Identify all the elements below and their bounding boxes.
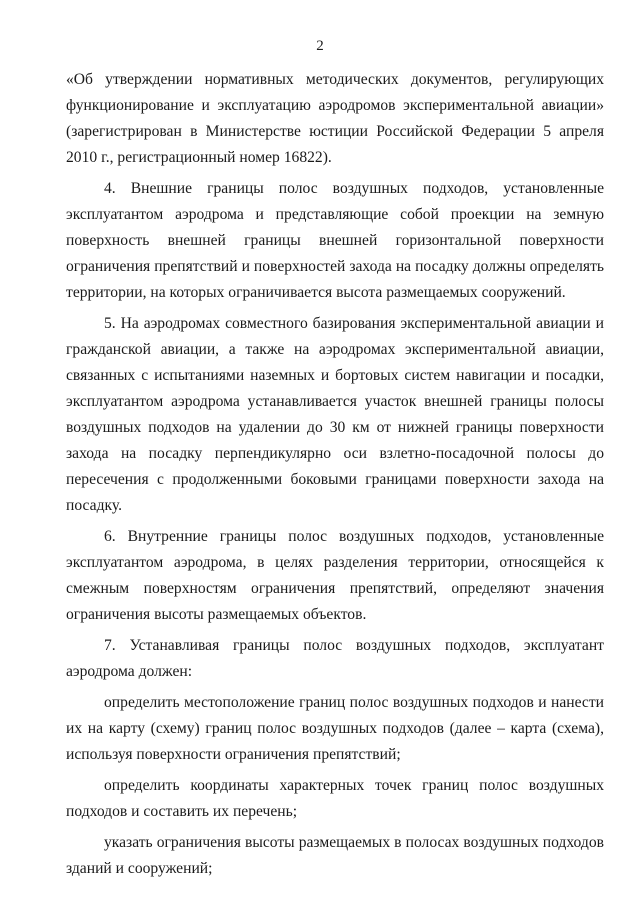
paragraph-7: 7. Устанавливая границы полос воздушных подходов, эксплуатант аэродрома должен: [66, 637, 604, 680]
paragraph-4: 4. Внешние границы полос воздушных подходов, установленные эксплуатантом аэродрома и представляющие собой проекции на земную поверхность внешней границы внешней горизонтальной поверхности ограничения препятствий и поверхностей захода на посадку должны определять территории, на которых ограничивается высота размещаемых сооружений. [66, 180, 604, 301]
paragraph-6: 6. Внутренние границы полос воздушных подходов, установленные эксплуатантом аэродрома, в целях разделения территории, относящейся к смежным поверхностям ограничения препятствий, определяют значения ограничения высоты размещаемых объектов. [66, 528, 604, 623]
page-number: 2 [316, 38, 324, 54]
paragraph-7-item-3: указать ограничения высоты размещаемых в полосах воздушных подходов зданий и сооружений; [66, 834, 604, 877]
paragraph-5: 5. На аэродромах совместного базирования экспериментальной авиации и гражданской авиации, а также на аэродромах экспериментальной авиации, связанных с испытаниями наземных и бортовых систем навигации и посадки, эксплуатантом аэродрома устанавливается участок внешней границы полосы воздушных подходов на удалении до 30 км от нижней границы поверхности захода на посадку перпендикулярно оси взлетно-посадочной полосы до пересечения с продолженными боковыми границами поверхности захода на посадку. [66, 315, 604, 514]
document-body [66, 67, 604, 882]
paragraph-7-item-2: определить координаты характерных точек границ полос воздушных подходов и составить их перечень; [66, 777, 604, 820]
paragraph-order-reference: «Об утверждении нормативных методических документов, регулирующих функционирование и эксплуатацию аэродромов экспериментальной авиации» (зарегистрирован в Министерстве юстиции Российской Федерации 5 апреля 2010 г., регистрационный номер 16822). [66, 71, 604, 166]
paragraph-7-item-1: определить местоположение границ полос воздушных подходов и нанести их на карту (схему) границ полос воздушных подходов (далее – карта (схема), используя поверхности ограничения препятствий; [66, 694, 604, 763]
